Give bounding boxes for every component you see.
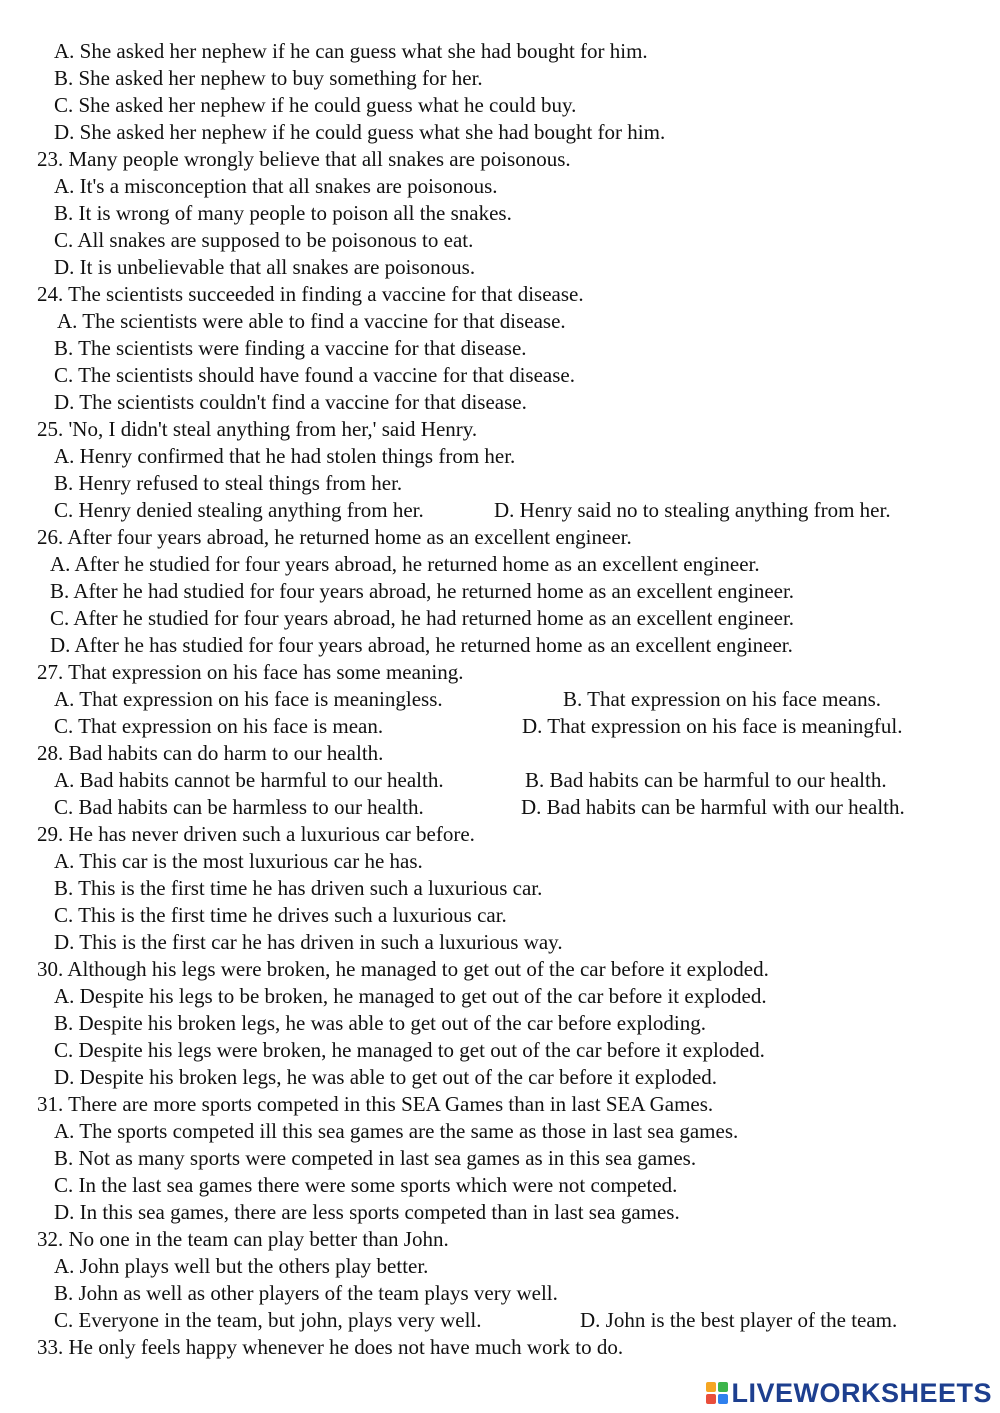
q30-option-d: D. Despite his broken legs, he was able to get out of the car before it exploded. [54, 1065, 718, 1089]
q27-option-d: D. That expression on his face is meaningful. [522, 714, 903, 738]
q28-option-d: D. Bad habits can be harmful with our health. [521, 795, 905, 819]
q31-option-d: D. In this sea games, there are less sports competed than in last sea games. [54, 1200, 680, 1224]
q30-option-c: C. Despite his legs were broken, he managed to get out of the car before it exploded. [54, 1038, 765, 1062]
q29-option-c: C. This is the first time he drives such a luxurious car. [54, 903, 507, 927]
q32-option-a: A. John plays well but the others play better. [54, 1254, 429, 1278]
q27-option-b: B. That expression on his face means. [563, 687, 882, 711]
q23-option-d: D. It is unbelievable that all snakes are poisonous. [54, 255, 476, 279]
q28-option-c: C. Bad habits can be harmless to our health. [54, 795, 424, 819]
q32-option-b: B. John as well as other players of the team plays very well. [54, 1281, 558, 1305]
question-26: 26. After four years abroad, he returned home as an excellent engineer. [37, 525, 632, 549]
q30-option-a: A. Despite his legs to be broken, he managed to get out of the car before it exploded. [54, 984, 767, 1008]
liveworksheets-grid-icon [706, 1382, 728, 1404]
question-27: 27. That expression on his face has some meaning. [37, 660, 464, 684]
q25-option-b: B. Henry refused to steal things from her. [54, 471, 403, 495]
q28-option-b: B. Bad habits can be harmful to our health. [525, 768, 887, 792]
q29-option-d: D. This is the first car he has driven in such a luxurious way. [54, 930, 563, 954]
q31-option-b: B. Not as many sports were competed in last sea games as in this sea games. [54, 1146, 697, 1170]
q22-option-b: B. She asked her nephew to buy something for her. [54, 66, 483, 90]
question-28: 28. Bad habits can do harm to our health. [37, 741, 384, 765]
question-25: 25. 'No, I didn't steal anything from her,' said Henry. [37, 417, 478, 441]
question-29: 29. He has never driven such a luxurious car before. [37, 822, 475, 846]
q26-option-d: D. After he has studied for four years abroad, he returned home as an excellent engineer. [50, 633, 793, 657]
q22-option-c: C. She asked her nephew if he could guess what he could buy. [54, 93, 577, 117]
q26-option-c: C. After he studied for four years abroad, he had returned home as an excellent engineer. [50, 606, 795, 630]
q22-option-d: D. She asked her nephew if he could guess what she had bought for him. [54, 120, 666, 144]
q25-option-a: A. Henry confirmed that he had stolen things from her. [54, 444, 516, 468]
question-31: 31. There are more sports competed in this SEA Games than in last SEA Games. [37, 1092, 714, 1116]
q26-option-a: A. After he studied for four years abroad, he returned home as an excellent engineer. [50, 552, 760, 576]
q31-option-a: A. The sports competed ill this sea games are the same as those in last sea games. [54, 1119, 739, 1143]
q22-option-a: A. She asked her nephew if he can guess what she had bought for him. [54, 39, 648, 63]
q23-option-c: C. All snakes are supposed to be poisonous to eat. [54, 228, 474, 252]
q32-option-d: D. John is the best player of the team. [580, 1308, 898, 1332]
question-30: 30. Although his legs were broken, he managed to get out of the car before it exploded. [37, 957, 769, 981]
question-24: 24. The scientists succeeded in finding a vaccine for that disease. [37, 282, 584, 306]
q25-option-c: C. Henry denied stealing anything from her. [54, 498, 424, 522]
liveworksheets-wordmark: LIVEWORKSHEETS [731, 1377, 992, 1408]
q25-option-d: D. Henry said no to stealing anything from her. [494, 498, 891, 522]
q24-option-b: B. The scientists were finding a vaccine for that disease. [54, 336, 527, 360]
q29-option-b: B. This is the first time he has driven such a luxurious car. [54, 876, 543, 900]
liveworksheets-logo[interactable] [706, 1378, 992, 1408]
q28-option-a: A. Bad habits cannot be harmful to our health. [54, 768, 444, 792]
q32-option-c: C. Everyone in the team, but john, plays very well. [54, 1308, 482, 1332]
question-32: 32. No one in the team can play better than John. [37, 1227, 449, 1251]
question-23: 23. Many people wrongly believe that all snakes are poisonous. [37, 147, 571, 171]
q27-option-c: C. That expression on his face is mean. [54, 714, 384, 738]
q29-option-a: A. This car is the most luxurious car he has. [54, 849, 423, 873]
q26-option-b: B. After he had studied for four years abroad, he returned home as an excellent engineer. [50, 579, 795, 603]
q24-option-a: A. The scientists were able to find a vaccine for that disease. [57, 309, 566, 333]
q31-option-c: C. In the last sea games there were some sports which were not competed. [54, 1173, 678, 1197]
question-33: 33. He only feels happy whenever he does not have much work to do. [37, 1335, 624, 1359]
q23-option-a: A. It's a misconception that all snakes are poisonous. [54, 174, 498, 198]
q23-option-b: B. It is wrong of many people to poison all the snakes. [54, 201, 512, 225]
q24-option-d: D. The scientists couldn't find a vaccine for that disease. [54, 390, 527, 414]
q27-option-a: A. That expression on his face is meaningless. [54, 687, 443, 711]
q24-option-c: C. The scientists should have found a vaccine for that disease. [54, 363, 575, 387]
q30-option-b: B. Despite his broken legs, he was able to get out of the car before exploding. [54, 1011, 706, 1035]
